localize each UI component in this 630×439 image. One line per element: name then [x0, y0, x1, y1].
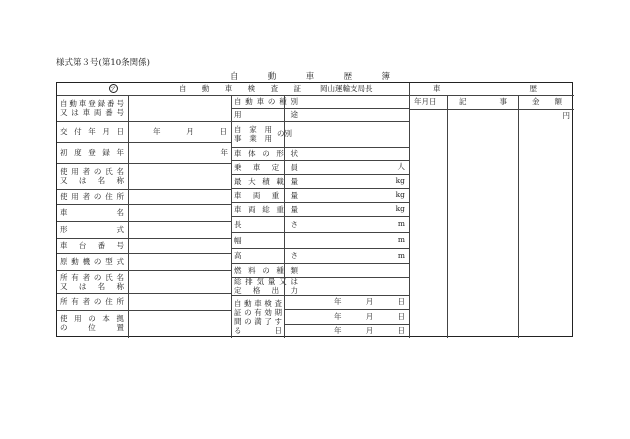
middle-field-label — [234, 121, 272, 147]
validity-row-divider — [284, 309, 409, 310]
unit-label: kg — [395, 204, 405, 213]
date-unit: 年 — [334, 325, 342, 335]
title-char: 車 — [433, 84, 441, 93]
left-field-label — [60, 189, 124, 204]
label-line: 用 途 — [234, 110, 298, 119]
unit-label: kg — [395, 176, 405, 185]
circle-mark — [107, 84, 119, 93]
label-line: 又 は 名 称 — [60, 281, 124, 291]
document-title — [230, 70, 390, 82]
inspection-cert-title — [179, 84, 301, 93]
middle-value-divider — [284, 95, 285, 295]
label-line: 燃 料 の 種 類 — [234, 265, 298, 275]
middle-field-label — [234, 263, 298, 277]
left-field-label — [60, 163, 124, 189]
date-unit: 日 — [397, 297, 405, 307]
validity-date-value[interactable] — [334, 297, 405, 306]
label-line: 使 用 の 本 拠 — [60, 314, 124, 323]
title-char: 自 — [230, 72, 239, 82]
validity-label — [234, 295, 282, 338]
unit-label: kg — [395, 190, 405, 199]
history-column-divider — [518, 95, 519, 338]
history-amount-header — [532, 97, 562, 106]
validity-date-value[interactable] — [334, 326, 405, 335]
left-field-label — [60, 238, 124, 253]
history-date-header: 年月日 — [414, 97, 437, 106]
title-char: 検 — [247, 84, 256, 93]
label-line: 使 用 者 の 住 所 — [60, 192, 124, 201]
unit-label: 人 — [397, 162, 405, 171]
label-line: 幅 — [234, 235, 242, 245]
label-line: 又 は 名 称 — [60, 176, 124, 185]
header-char: 事 — [499, 97, 507, 106]
header-char: 記 — [459, 97, 467, 106]
date-unit: 月 — [365, 297, 374, 307]
label-line: 事 業 用 — [234, 134, 272, 143]
history-column-divider — [447, 95, 448, 338]
label-line: 又 は 車 両 番 号 — [60, 108, 124, 117]
left-value-divider — [128, 95, 129, 338]
left-field-label — [60, 253, 124, 270]
label-line: 車 両 総 重 量 — [234, 204, 298, 214]
label-line: 所 有 者 の 氏 名 — [60, 272, 124, 282]
label-line: 証 の 有 効 期 — [234, 307, 282, 317]
label-line: 初 度 登 録 年 — [60, 148, 124, 157]
first-registration-unit: 年 — [220, 147, 228, 157]
date-unit: 日 — [397, 311, 405, 321]
date-unit: 年 — [334, 311, 342, 321]
label-line: 車 体 の 形 状 — [234, 149, 298, 158]
label-line: 定 格 出 力 — [234, 286, 298, 295]
title-char: 歴 — [343, 72, 353, 82]
label-line: 交 付 年 月 日 — [60, 127, 124, 136]
label-line: 最 大 積 載 量 — [234, 176, 298, 186]
header-char: 金 — [532, 97, 540, 106]
history-header-divider — [409, 109, 574, 110]
left-field-label — [60, 310, 124, 336]
label-line: る 日 — [234, 325, 282, 335]
label-line: 高 さ — [234, 251, 298, 260]
left-field-label — [60, 121, 124, 142]
label-line: 自 動 車 の 種 別 — [234, 97, 298, 106]
title-char: 査 — [270, 84, 279, 93]
label-line: 形 式 — [60, 225, 124, 234]
left-field-label — [60, 221, 124, 238]
label-line: 長 さ — [234, 219, 298, 229]
middle-field-label — [234, 277, 298, 295]
header-divider — [57, 95, 574, 96]
left-field-label — [60, 204, 124, 221]
unit-label: m — [397, 250, 405, 260]
circle-a-mark: ア — [109, 86, 116, 93]
title-char: 歴 — [529, 84, 537, 93]
title-char: 車 — [305, 72, 315, 82]
title-char: 自 — [179, 84, 187, 93]
history-note-header — [459, 97, 507, 106]
label-line: 間 の 満 了 す — [234, 316, 282, 326]
middle-field-label — [234, 108, 298, 121]
title-char: 動 — [267, 72, 277, 82]
label-line: の 位 置 — [60, 323, 124, 332]
date-unit: 日 — [397, 325, 405, 335]
label-line: 車 両 重 量 — [234, 190, 298, 200]
date-unit: 日 — [219, 126, 227, 136]
label-line: 車 台 番 号 — [60, 241, 124, 250]
label-line: 自 動 車 登 録 番 号 — [60, 99, 124, 108]
label-line: 自 家 用 — [234, 125, 272, 134]
title-char: 車 — [224, 84, 233, 93]
left-field-label — [60, 293, 124, 310]
label-line: 乗 車 定 員 — [234, 162, 298, 172]
header-char: 額 — [554, 97, 562, 106]
form-caption: 様式第３号(第10条関係) — [56, 58, 150, 68]
title-char: 証 — [293, 84, 301, 93]
title-char: 簿 — [381, 72, 390, 82]
middle-field-label — [234, 95, 298, 108]
date-unit: 月 — [365, 311, 374, 321]
vehicle-history-form — [56, 82, 573, 337]
history-title — [433, 84, 537, 93]
validity-date-value[interactable] — [334, 312, 405, 321]
history-amount-unit: 円 — [562, 111, 570, 120]
label-line: 所 有 者 の 住 所 — [60, 297, 124, 306]
validity-row-divider — [284, 324, 409, 325]
left-field-label — [60, 270, 124, 293]
label-line: 原 動 機 の 型 式 — [60, 257, 124, 266]
unit-label: m — [397, 219, 405, 228]
private-business-suffix: の別 — [277, 129, 292, 138]
middle-field-label — [234, 147, 298, 160]
issue-date-value[interactable] — [153, 127, 227, 136]
unit-label: m — [397, 235, 405, 244]
label-line: 総 排 気 量 又 は — [234, 277, 298, 286]
label-line: 使 用 者 の 氏 名 — [60, 167, 124, 176]
date-unit: 月 — [186, 126, 194, 136]
date-unit: 月 — [365, 325, 374, 335]
left-field-label — [60, 142, 124, 163]
label-line: 自 動 車 検 査 — [234, 298, 282, 308]
label-line: 車 名 — [60, 208, 124, 217]
issuer-name: 岡山運輸支局長 — [320, 84, 373, 93]
title-char: 動 — [201, 84, 210, 93]
date-unit: 年 — [153, 126, 161, 136]
date-unit: 年 — [334, 297, 342, 307]
left-field-label — [60, 95, 124, 121]
history-divider — [409, 83, 410, 338]
validity-divider — [284, 295, 285, 338]
